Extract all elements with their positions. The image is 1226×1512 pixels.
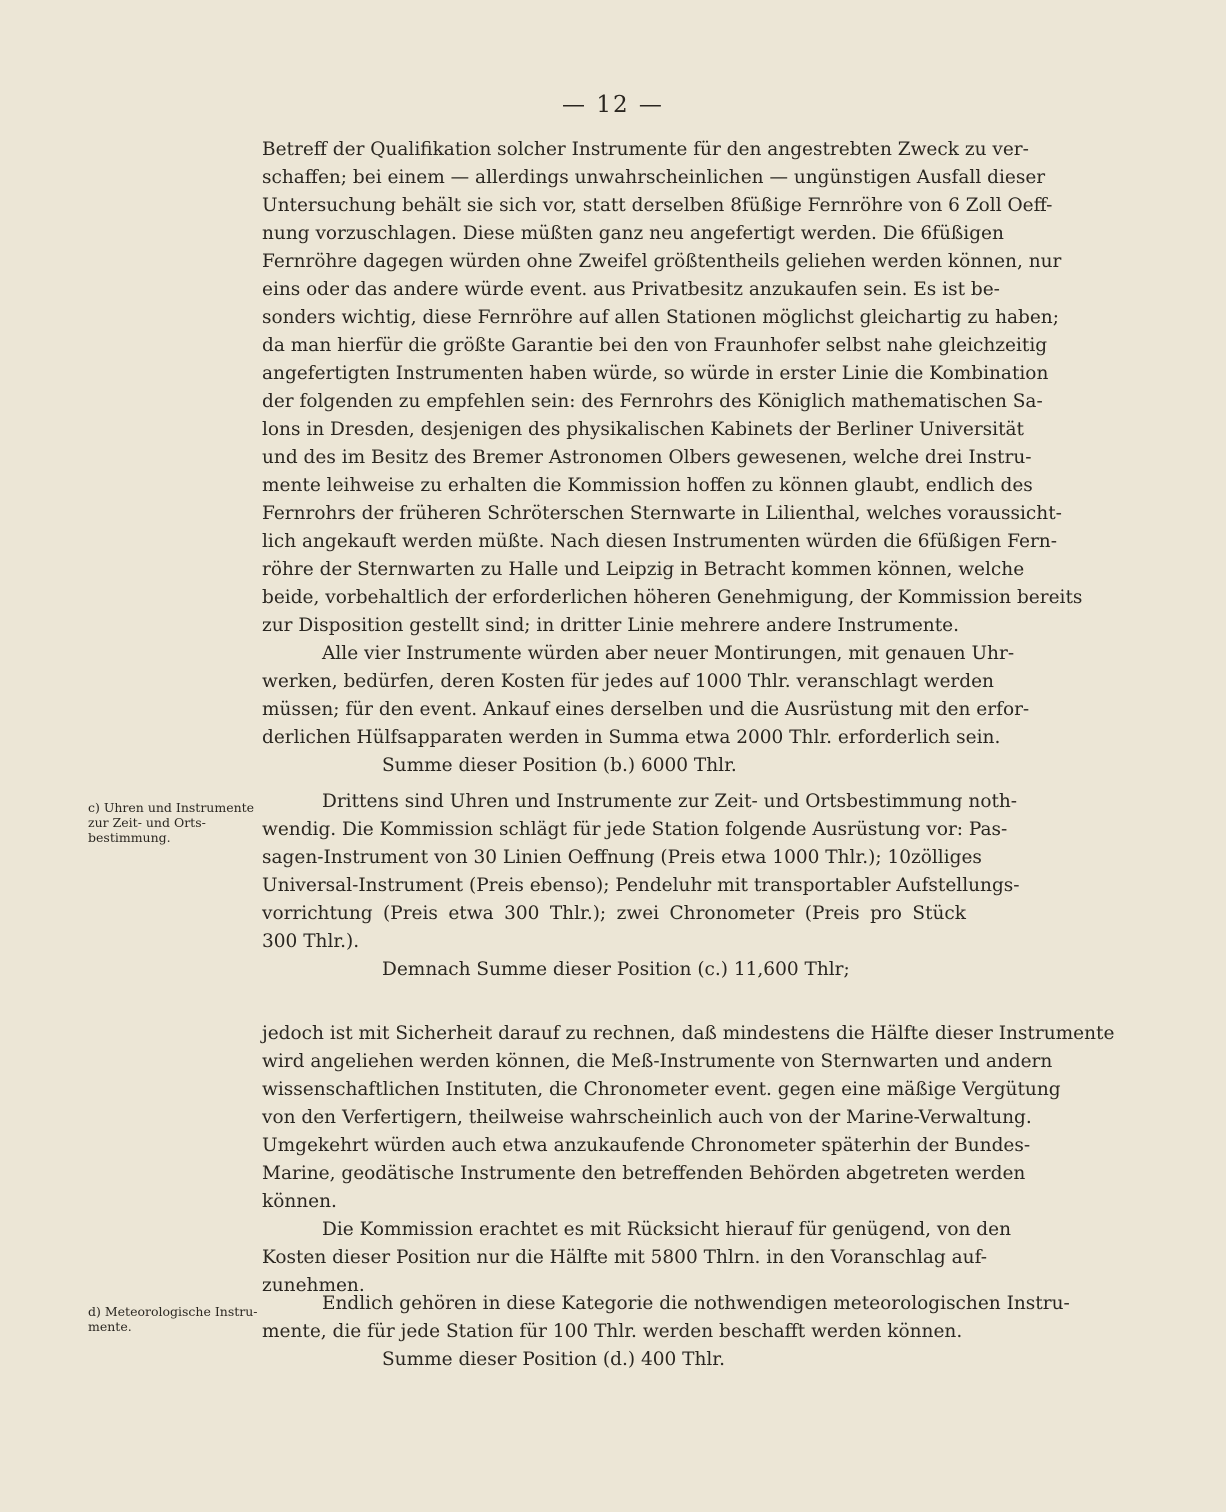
text-line: lich angekauft werden müßte. Nach diesen Instrumenten würden die 6füßigen Fern-	[262, 531, 1057, 552]
text-line: wird angeliehen werden können, die Meß-Instrumente von Sternwarten und andern	[262, 1051, 1053, 1072]
text-line: sonders wichtig, diese Fernröhre auf allen Stationen möglichst gleichartig zu haben;	[262, 307, 1059, 328]
text-line: mente leihweise zu erhalten die Kommission hoffen zu können glaubt, endlich des	[262, 475, 1033, 496]
text-line: da man hierfür die größte Garantie bei den von Fraunhofer selbst nahe gleichzeitig	[262, 335, 1048, 356]
text-line: Summe dieser Position (d.) 400 Thlr.	[382, 1349, 725, 1370]
text-line: wissenschaftlichen Instituten, die Chronometer event. gegen eine mäßige Vergütung	[262, 1079, 1061, 1100]
text-line: Drittens sind Uhren und Instrumente zur Zeit- und Ortsbestimmung noth-	[322, 791, 1018, 812]
text-line: beide, vorbehaltlich der erforderlichen höheren Genehmigung, der Kommission bereits	[262, 587, 1083, 608]
text-line: Untersuchung behält sie sich vor, statt derselben 8füßige Fernröhre von 6 Zoll Oeff-	[262, 195, 1053, 216]
margin-note-line: c) Uhren und Instrumente	[88, 800, 255, 815]
text-line: Summe dieser Position (b.) 6000 Thlr.	[382, 755, 737, 776]
margin-note-line: zur Zeit- und Orts-	[88, 815, 206, 830]
text-line: 300 Thlr.).	[262, 931, 360, 952]
text-line: vorrichtung (Preis etwa 300 Thlr.); zwei Chronometer (Preis pro Stück	[262, 903, 966, 924]
paragraph-block-c	[262, 788, 1020, 984]
text-line: röhre der Sternwarten zu Halle und Leipzig in Betracht kommen können, welche	[262, 559, 1025, 580]
text-line: sagen-Instrument von 30 Linien Oeffnung (Preis etwa 1000 Thlr.); 10zölliges	[262, 847, 982, 868]
margin-note-line: mente.	[88, 1319, 132, 1334]
text-line: Kosten dieser Position nur die Hälfte mit 5800 Thlrn. in den Voranschlag auf-	[262, 1247, 988, 1268]
text-line: Marine, geodätische Instrumente den betreffenden Behörden abgetreten werden	[262, 1163, 1026, 1184]
text-line: Fernröhre dagegen würden ohne Zweifel größtentheils geliehen werden können, nur	[262, 251, 1062, 272]
text-line: müssen; für den event. Ankauf eines derselben und die Ausrüstung mit den erfor-	[262, 699, 1030, 720]
text-line: Alle vier Instrumente würden aber neuer Montirungen, mit genauen Uhr-	[322, 643, 1015, 664]
paragraph-block-d	[262, 1290, 1070, 1374]
text-line: schaffen; bei einem — allerdings unwahrscheinlichen — ungünstigen Ausfall dieser	[262, 167, 1046, 188]
text-line: Endlich gehören in diese Kategorie die nothwendigen meteorologischen Instru-	[322, 1293, 1070, 1314]
text-line: nung vorzuschlagen. Diese müßten ganz neu angefertigt werden. Die 6füßigen	[262, 223, 1004, 244]
text-line: Betreff der Qualifikation solcher Instrumente für den angestrebten Zweck zu ver-	[262, 139, 1029, 160]
text-line: Fernrohrs der früheren Schröterschen Sternwarte in Lilienthal, welches voraussicht-	[262, 503, 1062, 524]
margin-note-line: bestimmung.	[88, 830, 171, 845]
margin-note-line: d) Meteorologische Instru-	[88, 1304, 258, 1319]
text-line: können.	[262, 1191, 337, 1212]
text-line: der folgenden zu empfehlen sein: des Fernrohrs des Königlich mathematischen Sa-	[262, 391, 1043, 412]
text-line: zur Disposition gestellt sind; in dritter Linie mehrere andere Instrumente.	[262, 615, 959, 636]
text-line: zunehmen.	[262, 1275, 365, 1296]
margin-note-d	[88, 1304, 260, 1334]
text-line: eins oder das andere würde event. aus Privatbesitz anzukaufen sein. Es ist be-	[262, 279, 1000, 300]
text-line: Demnach Summe dieser Position (c.) 11,600 Thlr;	[382, 959, 850, 980]
text-line: angefertigten Instrumenten haben würde, so würde in erster Linie die Kombination	[262, 363, 1049, 384]
text-line: derlichen Hülfsapparaten werden in Summa etwa 2000 Thlr. erforderlich sein.	[262, 727, 1001, 748]
text-line: Universal-Instrument (Preis ebenso); Pendeluhr mit transportabler Aufstellungs-	[262, 875, 1020, 896]
page-number: — 12 —	[562, 92, 664, 118]
margin-note-c	[88, 800, 260, 845]
text-line: Die Kommission erachtet es mit Rücksicht hierauf für genügend, von den	[322, 1219, 1011, 1240]
text-line: jedoch ist mit Sicherheit darauf zu rechnen, daß mindestens die Hälfte dieser Instrumente	[262, 1023, 1115, 1044]
text-line: wendig. Die Kommission schlägt für jede Station folgende Ausrüstung vor: Pas-	[262, 819, 1008, 840]
text-line: und des im Besitz des Bremer Astronomen Olbers gewesenen, welche drei Instru-	[262, 447, 1032, 468]
paragraph-block-c-continued	[262, 1020, 1115, 1300]
paragraph-block-b	[262, 136, 1083, 780]
text-line: mente, die für jede Station für 100 Thlr. werden beschafft werden können.	[262, 1321, 963, 1342]
text-line: werken, bedürfen, deren Kosten für jedes auf 1000 Thlr. veranschlagt werden	[262, 671, 994, 692]
text-line: Umgekehrt würden auch etwa anzukaufende Chronometer späterhin der Bundes-	[262, 1135, 1031, 1156]
text-line: von den Verfertigern, theilweise wahrscheinlich auch von der Marine-Verwaltung.	[262, 1107, 1032, 1128]
text-line: lons in Dresden, desjenigen des physikalischen Kabinets der Berliner Universität	[262, 419, 1024, 440]
